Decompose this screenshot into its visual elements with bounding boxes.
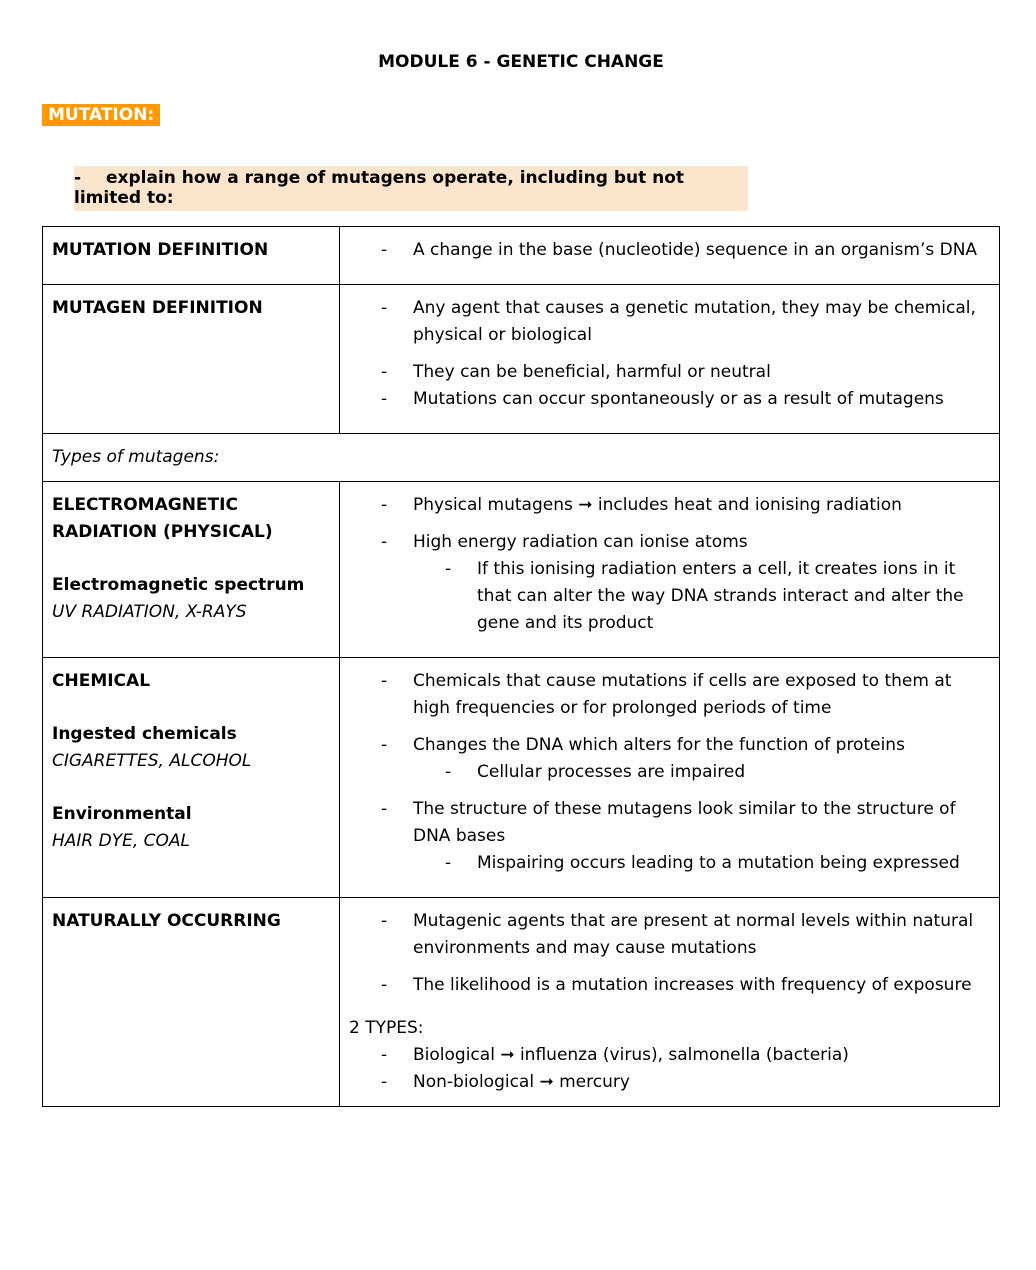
row-content-cell	[340, 285, 1000, 434]
label-line: UV RADIATION, X-RAYS	[52, 602, 247, 622]
bullet-text: Mutagenic agents that are present at normal levels within natural environments and may cause mutations	[413, 911, 974, 958]
bullet-dash: -	[74, 168, 82, 188]
bullet-item	[349, 386, 990, 413]
bullet-text: Physical mutagens ➞ includes heat and ionising radiation	[413, 495, 902, 515]
label-line: HAIR DYE, COAL	[52, 831, 191, 851]
bullet-item	[349, 1042, 990, 1069]
bullet-dash: -	[445, 762, 452, 782]
bullet-text: They can be beneficial, harmful or neutral	[413, 362, 771, 382]
bullet-dash: -	[445, 559, 452, 579]
bullet-item	[349, 529, 990, 556]
bullet-text: Mispairing occurs leading to a mutation being expressed	[477, 853, 960, 873]
row-label-cell	[43, 658, 340, 898]
bullet-text: Changes the DNA which alters for the function of proteins	[413, 735, 905, 755]
bullet-dash: -	[381, 532, 388, 552]
types-heading: Types of mutagens:	[43, 434, 1000, 482]
bullet-dash: -	[381, 975, 388, 995]
section-heading: MUTATION:	[42, 104, 160, 126]
bullet-item	[349, 908, 990, 962]
bullet-text: Biological ➞ influenza (virus), salmonella (bacteria)	[413, 1045, 849, 1065]
bullet-text: Mutations can occur spontaneously or as a result of mutagens	[413, 389, 944, 409]
bullet-dash: -	[381, 1072, 388, 1092]
bullet-item	[349, 759, 990, 786]
table-row	[43, 482, 1000, 658]
bullet-item	[349, 359, 990, 386]
bullet-text: A change in the base (nucleotide) sequence in an organism’s DNA	[413, 240, 978, 260]
bullet-text: Chemicals that cause mutations if cells are exposed to them at high frequencies or for prolonged periods of time	[413, 671, 952, 718]
label-line: NATURALLY OCCURRING	[52, 911, 281, 931]
bullet-text: High energy radiation can ionise atoms	[413, 532, 748, 552]
bullet-text: If this ionising radiation enters a cell, it creates ions in it that can alter the way DNA strands interact and alter the gene and its product	[477, 559, 964, 633]
bullet-dash: -	[381, 671, 388, 691]
bullet-dash: -	[381, 1045, 388, 1065]
row-content-cell	[340, 482, 1000, 658]
bullet-text: Non-biological ➞ mercury	[413, 1072, 630, 1092]
bullet-dash: -	[381, 735, 388, 755]
table-row	[43, 434, 1000, 482]
table-row	[43, 285, 1000, 434]
bullet-item	[349, 668, 990, 722]
mutagens-table	[42, 226, 1000, 1107]
bullet-dash: -	[381, 495, 388, 515]
bullet-dash: -	[381, 389, 388, 409]
bullet-item	[349, 295, 990, 349]
table-row	[43, 227, 1000, 285]
label-line: MUTATION DEFINITION	[52, 240, 269, 260]
bullet-dash: -	[445, 853, 452, 873]
bullet-dash: -	[381, 799, 388, 819]
syllabus-objective	[74, 166, 748, 211]
table-row	[43, 658, 1000, 898]
row-label-cell	[43, 898, 340, 1107]
bullet-item	[349, 237, 990, 264]
bullet-item	[349, 796, 990, 850]
bullet-item	[349, 1069, 990, 1096]
bullet-item	[349, 850, 990, 877]
row-label-cell	[43, 227, 340, 285]
bullet-text: The likelihood is a mutation increases with frequency of exposure	[413, 975, 972, 995]
bullet-item	[349, 972, 990, 999]
bullet-item	[349, 492, 990, 519]
row-content-cell	[340, 898, 1000, 1107]
bullet-dash: -	[381, 240, 388, 260]
bullet-text: Any agent that causes a genetic mutation, they may be chemical, physical or biological	[413, 298, 976, 345]
table-row	[43, 898, 1000, 1107]
objective-text: explain how a range of mutagens operate, including but not limited to:	[74, 168, 685, 208]
page-title: MODULE 6 - GENETIC CHANGE	[378, 52, 664, 72]
label-line: CIGARETTES, ALCOHOL	[52, 751, 252, 771]
bullet-item	[349, 556, 990, 637]
label-line: Electromagnetic spectrum	[52, 575, 305, 595]
label-line: ELECTROMAGNETIC RADIATION (PHYSICAL)	[52, 495, 273, 542]
row-content-cell	[340, 227, 1000, 285]
label-line: Ingested chemicals	[52, 724, 237, 744]
label-line: Environmental	[52, 804, 192, 824]
bullet-text: The structure of these mutagens look similar to the structure of DNA bases	[413, 799, 956, 846]
row-label-cell	[43, 482, 340, 658]
bullet-dash: -	[381, 298, 388, 318]
subheading: 2 TYPES:	[349, 1018, 424, 1038]
bullet-dash: -	[381, 911, 388, 931]
label-line: CHEMICAL	[52, 671, 151, 691]
bullet-dash: -	[381, 362, 388, 382]
row-content-cell	[340, 658, 1000, 898]
bullet-item	[349, 732, 990, 759]
label-line: MUTAGEN DEFINITION	[52, 298, 263, 318]
row-label-cell	[43, 285, 340, 434]
bullet-text: Cellular processes are impaired	[477, 762, 746, 782]
